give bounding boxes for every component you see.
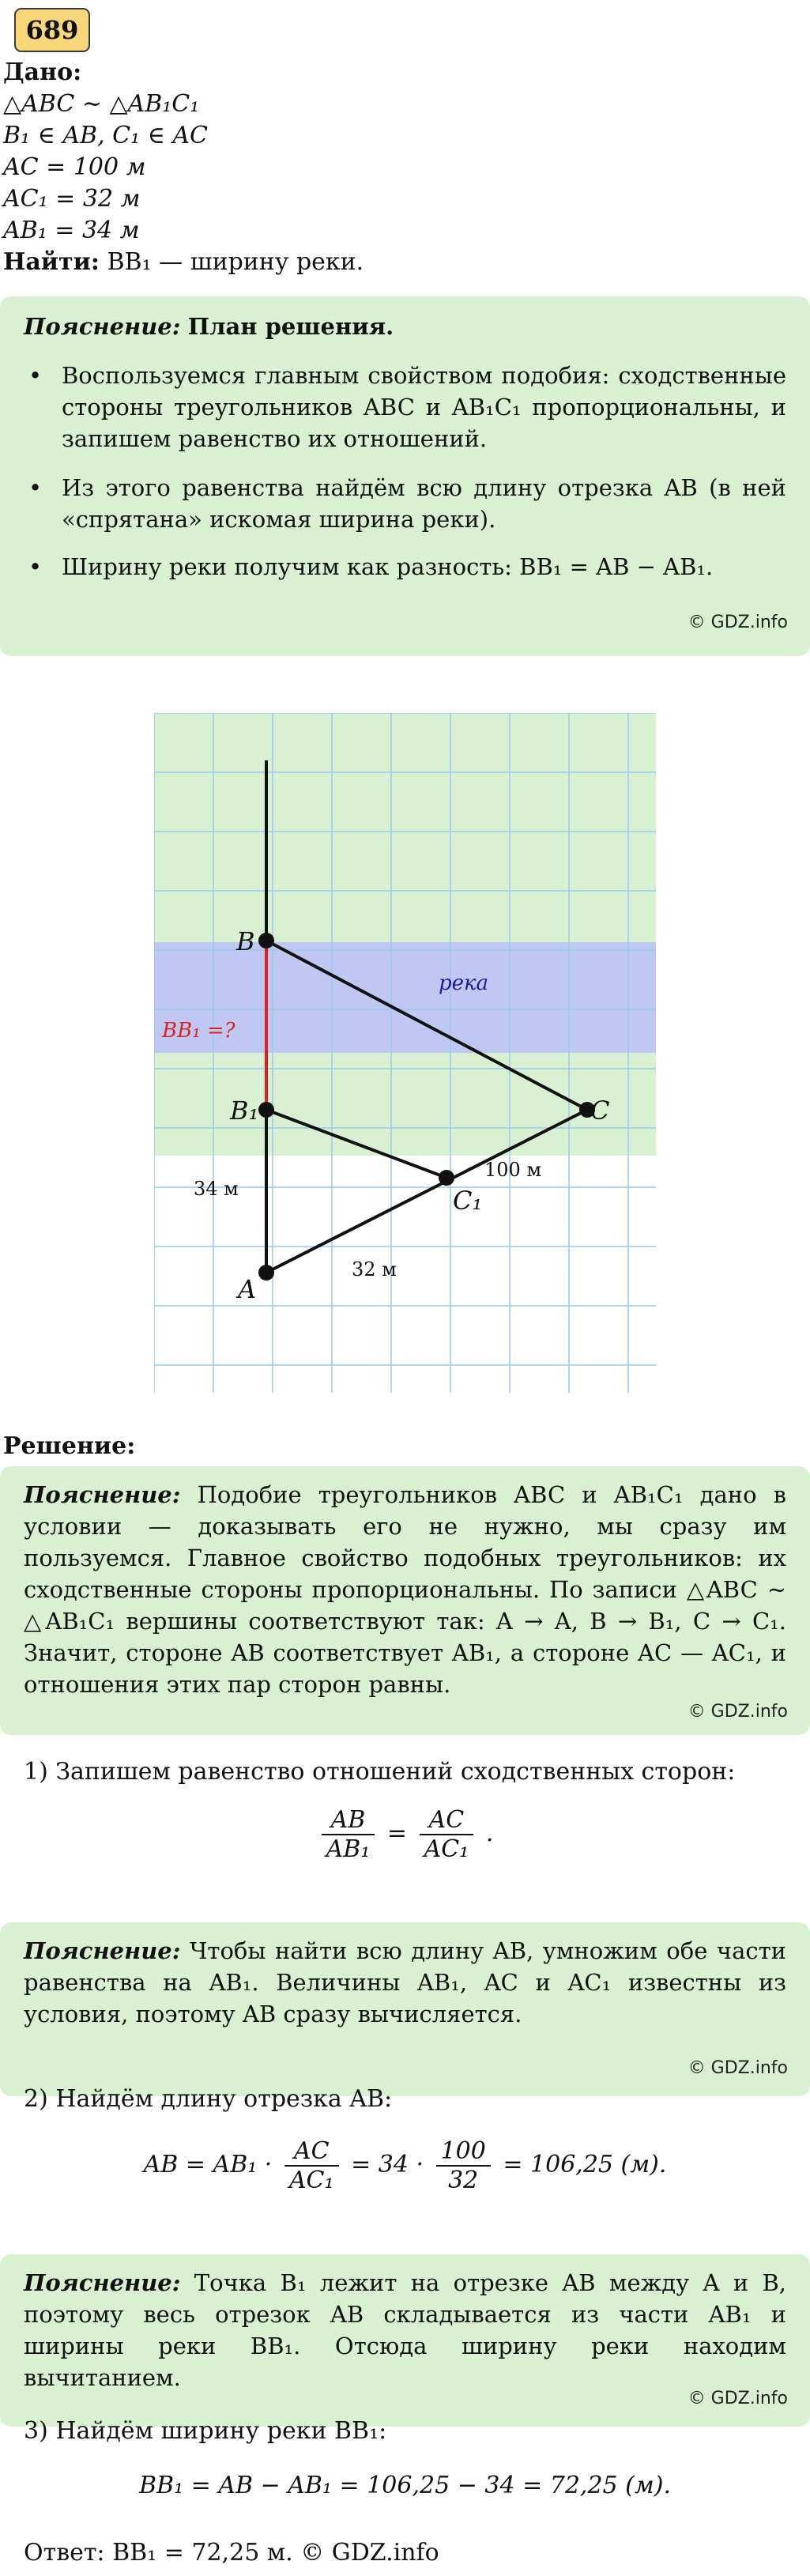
fraction-num: AB: [322, 1806, 375, 1835]
fraction-num: AC: [420, 1806, 474, 1835]
label-b1: B₁: [230, 1096, 259, 1126]
formula-2: [0, 2137, 810, 2194]
fraction-ac-ac1: [420, 1806, 474, 1863]
problem-number-badge: 689: [14, 8, 90, 52]
given-line-2: B₁ ∈ AB, C₁ ∈ AC: [3, 122, 209, 149]
note-box-1: [0, 1466, 810, 1735]
plan-bullet-2: • Из этого равенства найдём всю длину отрезка AB (в ней «спрятана» искомая ширина реки).: [62, 472, 786, 535]
label-c: C: [590, 1096, 610, 1126]
find-line: [3, 247, 364, 278]
given-line-4: AC₁ = 32 м: [3, 185, 141, 213]
formula-3: BB₁ = AB − AB₁ = 106,25 − 34 = 72,25 (м).: [139, 2472, 671, 2499]
land-area: [154, 713, 656, 1156]
formula-2-left: AB = AB₁ ·: [143, 2151, 273, 2178]
label-river: река: [439, 971, 489, 995]
note-2-text: [24, 1935, 786, 2030]
plan-title-bold: План решения.: [187, 313, 394, 340]
note-box-3: [0, 2254, 810, 2427]
fraction-den: AC₁: [424, 1835, 469, 1863]
note-3-text: [24, 2267, 786, 2393]
fraction-num: 100: [436, 2137, 491, 2167]
step-3: 3) Найдём ширину реки BB₁:: [24, 2417, 387, 2445]
point-b1: [258, 1102, 274, 1118]
formula-period: .: [485, 1820, 494, 1847]
plan-bullet-1: • Воспользуемся главным свойством подобия: сходственные стороны треугольников ABC и AB₁C₁ пропорциональны, и запишем равенство их отношений.: [62, 360, 786, 454]
note-1-credit: © GDZ.info: [688, 1702, 788, 1722]
note-box-2: [0, 1922, 810, 2096]
fraction-den: 32: [448, 2167, 479, 2194]
given-line-1: △ABC ∼ △AB₁C₁: [3, 90, 200, 118]
fraction-100-32: [436, 2137, 491, 2194]
point-b: [258, 933, 274, 949]
given-title: Дано:: [3, 58, 82, 86]
answer-line: Ответ: BB₁ = 72,25 м. © GDZ.info: [24, 2539, 439, 2567]
step-1: 1) Запишем равенство отношений сходственных сторон:: [24, 1758, 736, 1786]
note-3-italic: Пояснение:: [24, 2269, 181, 2296]
find-text: BB₁ — ширину реки.: [107, 248, 364, 276]
label-ac1-length: 32 м: [352, 1258, 397, 1280]
note-2-italic: Пояснение:: [24, 1937, 181, 1964]
plan-credit: © GDZ.info: [688, 613, 788, 632]
step-2: 2) Найдём длину отрезка AB:: [24, 2085, 393, 2113]
label-b: B: [236, 926, 255, 956]
fraction-den: AB₁: [326, 1835, 371, 1863]
given-line-5: AB₁ = 34 м: [3, 217, 140, 244]
note-3-body: Точка B₁ лежит на отрезке AB между A и B, поэтому весь отрезок AB складывается из части AB₁ и ширины реки BB₁. Отсюда ширину реки находим вычитанием.: [24, 2269, 786, 2391]
note-2-body: Чтобы найти всю длину AB, умножим обе части равенства на AB₁. Величины AB₁, AC и AC₁ известны из условия, поэтому AB сразу вычисляется.: [24, 1937, 786, 2027]
label-a: A: [238, 1274, 257, 1304]
fraction-ac-ac1: [284, 2137, 339, 2194]
label-bb1: BB₁ =?: [162, 1019, 235, 1043]
label-ab1-length: 34 м: [194, 1178, 239, 1200]
river-diagram: [154, 713, 656, 1393]
label-ac-length: 100 м: [484, 1159, 542, 1181]
point-a: [258, 1265, 274, 1280]
formula-2-right: = 106,25 (м).: [503, 2151, 667, 2178]
note-2-credit: © GDZ.info: [688, 2058, 788, 2078]
plan-title: [24, 311, 786, 342]
note-1-body: Подобие треугольников ABC и AB₁C₁ дано в условии — доказывать его не нужно, мы сразу им пользуемся. Главное свойство подобных треугольников: их сходственные стороны пропорциональны. По записи △ABC ∼ △AB₁C₁ вершины соответствуют так: A → A, B → B₁, C → C₁. Значит, стороне AB соответствует AB₁, а стороне AC — AC₁, и отношения этих пар сторон равны.: [24, 1481, 786, 1698]
plan-title-italic: Пояснение:: [24, 313, 181, 340]
note-3-credit: © GDZ.info: [688, 2389, 788, 2408]
solution-title: Решение:: [3, 1432, 136, 1460]
formula-2-mid: = 34 ·: [351, 2151, 424, 2178]
given-line-3: AC = 100 м: [3, 153, 146, 181]
note-1-italic: Пояснение:: [24, 1481, 181, 1508]
label-c1: C₁: [453, 1186, 483, 1216]
plan-bullet-3: • Ширину реки получим как разность: BB₁ = AB − AB₁.: [62, 551, 786, 583]
find-label: Найти:: [3, 248, 100, 276]
point-c1: [439, 1170, 454, 1186]
formula-1: [0, 1806, 810, 1863]
fraction-ab-ab1: [322, 1806, 375, 1863]
note-1-text: [24, 1479, 786, 1700]
equals-sign: =: [386, 1820, 408, 1847]
plan-box: [0, 296, 810, 656]
fraction-num: AC: [284, 2137, 339, 2167]
fraction-den: AC₁: [288, 2167, 334, 2194]
